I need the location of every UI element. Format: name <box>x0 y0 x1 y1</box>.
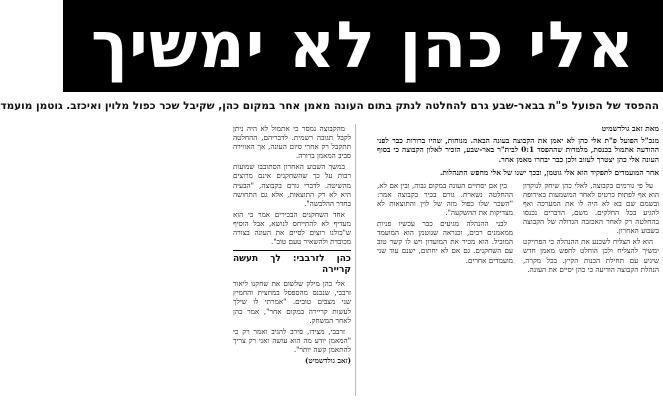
article-body <box>377 181 659 274</box>
sidebar-paragraph: במשך השבוע האחרון הסתובבו שמועות רבות על כך שהשחקנים אינם מרוצים מהשיטה. לדברי גורם בקבוצה, "הבעיה היא לא רק התוצאות, אלא גם התחושה בחדר ההלבשה". <box>233 162 351 208</box>
sidebar-paragraph: אלי כהן מילק שלשום את שחקנו ליאור זרבבי, שנכנס מהספסל במחצית והחמיץ שני מצבים טובים. "אמרתי לו שילך לעשות קריירה במקום אחר", אמר כהן לאחר המשחק. <box>233 279 351 325</box>
sidebar-paragraph: זרבבי, מצידו, סירב להגיב ואמר רק כי "המאמן יודע מה הוא עושה ואני רק צריך להתאמן קשה יותר". <box>233 326 351 354</box>
sidebar-signature: (זאב גולדשמיט) <box>305 355 351 365</box>
sidebar-paragraph: אחד השחקנים הבכירים אמר כי הוא מעדיף לא להתייחס לנושא, אבל הוסיף ש"כולנו רוצים לסיים את העונה בצורה מכובדת ולהשאיר טעם טוב". <box>233 209 351 247</box>
body-paragraph: הוא לא הצליח לשכנע את ההנהלה כי הפרויקט ימשיך להצליח ולכן הוחלט לחפש מאמן חדש שיגיע עם תחילת הכנות הקיץ. בכל מקרה, הנהלת הקבוצה הודיעה כי כהן יסיים את העונה. <box>523 237 659 274</box>
headline: אלי כהן לא ימשיך <box>91 9 635 83</box>
body-paragraph: לבני ההנהלה מגיעים כבר עכשיו פניות ממאמנים רבים, וכנראה שגוטמן הוא המועמד המוביל. הוא מכיר את המועדון ויש לו קשר טוב עם השחקנים. גם אם לא יחתום, ישנם עוד שני מועמדים אחרים. <box>377 219 513 265</box>
headline-banner <box>63 0 663 92</box>
byline: מאת זאב גולדשמיט <box>601 124 659 133</box>
lead-continuation: אחר המועמדים לתפקיד הוא אלי גוטמן, ובכך ישנו של אלי מחפש התנהלות. <box>439 167 659 177</box>
main-article-column <box>377 124 659 396</box>
lead-paragraph: מנכ"ל הפועל פ"ת אלי כהן לא יאמן את הקבוצה בעונה הבאה. מנוחות, שהיו ברורות כבר לפני ההודעה אתמול בכנסת, מלמדות שההפסד 0:1 לבית"ר באר-שבע, הזכיר לאלון הקבוצה כי בסוף העונה אלי כהן יצטרך לעזוב ולכן כבר יבחרו מאמן אחר. <box>377 136 659 164</box>
body-paragraph: על פי גורמים בקבוצה, לאלי כהן שיחק לנוקדון הוא אף לפתות כרטיס לאחר המשמעות באירופה ובשמם שם בא לא היה לו את המערכה ואף להגיע בכל החלקים. משם, הדברים נכנסו בהחלטה רק לאחר האכזבה הגדולה של הקבוצה בשבוע האחרון. <box>523 180 659 236</box>
sidebar-column <box>233 124 356 396</box>
subheadline: ההפסד של הפועל פ"ת בבאר-שבע גרם להחלטה לנתק בתום העונה מאמן אחר במקום כהן, שקיבל שכר כפול מלוין ואיכזב. גוטמן מועמד <box>0 100 659 112</box>
blank-margin <box>67 124 225 396</box>
body-paragraph: בין אם יסתיים העונה במקום גבוה, ובין אם לא, ההחלטה נשארת. גורם בכיר בקבוצה אמר: "השכר שלו כפול מזה של לוין והתוצאות לא מצדיקות את ההשקעה". <box>377 180 513 218</box>
sidebar-paragraph: מהקבוצה נמסר כי אתמול לא היה ניתן לקבל תגובה רשמית. לדבריהם, ההחלטה תתקבל רק אחרי סיום העונה, אך האווירה סביב המאמן ברורה. <box>233 124 351 161</box>
sidebar-title: כהן לזרבבי: לך תעשה קריירה <box>233 250 351 276</box>
